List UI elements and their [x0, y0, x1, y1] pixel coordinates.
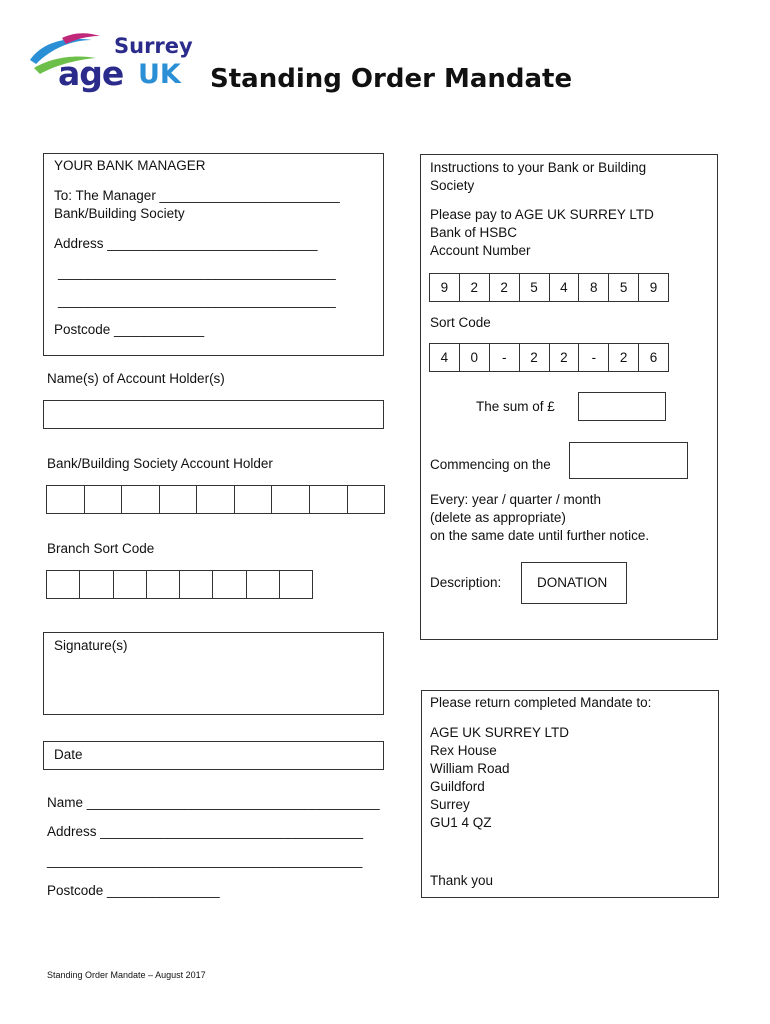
commencing-date-field[interactable] — [569, 442, 688, 479]
sort-code-cell[interactable] — [80, 571, 113, 598]
payee-sort-code-cell: 0 — [460, 344, 490, 371]
description-value: DONATION — [537, 575, 608, 590]
payee-account-digit: 9 — [430, 274, 460, 301]
sort-code-cell[interactable] — [180, 571, 213, 598]
sort-code-cell[interactable] — [213, 571, 246, 598]
pay-to-text: Please pay to AGE UK SURREY LTD Bank of HSBC Account Number — [430, 207, 654, 258]
account-number-cell[interactable] — [197, 486, 235, 513]
payee-sort-code-cell: 6 — [649, 350, 658, 365]
commencing-label: Commencing on the — [430, 457, 551, 472]
account-number-cell[interactable] — [47, 486, 85, 513]
account-number-cell[interactable] — [310, 486, 348, 513]
payee-account-digit: 5 — [609, 274, 639, 301]
society-account-holder-label: Bank/Building Society Account Holder — [47, 456, 273, 471]
footer-text: Standing Order Mandate – August 2017 — [47, 970, 206, 980]
payer-address-line-2[interactable]: __________________________________________ — [47, 853, 363, 868]
date-label: Date — [54, 747, 83, 762]
account-number-cells[interactable] — [46, 485, 385, 514]
account-number-cell[interactable] — [272, 486, 310, 513]
account-number-cell[interactable] — [348, 486, 385, 513]
return-heading: Please return completed Mandate to: — [430, 695, 652, 710]
manager-to-line[interactable]: To: The Manager ________________________ — [54, 188, 340, 203]
manager-address-line-3[interactable]: _____________________________________ — [58, 293, 336, 308]
payee-account-digit: 4 — [550, 274, 580, 301]
payee-sort-code-cell: 2 — [520, 344, 550, 371]
payee-account-digit: 2 — [490, 274, 520, 301]
payee-sort-code — [429, 343, 669, 372]
date-field[interactable] — [43, 741, 384, 770]
payee-sort-code-cell: 4 — [430, 344, 460, 371]
logo-surrey-text: Surrey — [114, 34, 193, 58]
payee-account-number — [429, 273, 669, 302]
branch-sort-code-label: Branch Sort Code — [47, 541, 155, 556]
account-holder-label: Name(s) of Account Holder(s) — [47, 371, 225, 386]
account-holder-field[interactable] — [43, 400, 384, 429]
sum-field[interactable] — [578, 392, 666, 421]
account-number-cell[interactable] — [235, 486, 273, 513]
bank-society-label: Bank/Building Society — [54, 206, 185, 221]
payee-sort-code-cell: 2 — [550, 344, 580, 371]
thank-you-text: Thank you — [430, 873, 494, 888]
sort-code-cell[interactable] — [147, 571, 180, 598]
payee-sort-code-cell: 2 — [609, 344, 639, 371]
payee-sort-code-cell: - — [579, 344, 609, 371]
payer-name-line[interactable]: Name _______________________________________ — [47, 795, 380, 810]
sum-label: The sum of £ — [476, 399, 555, 414]
logo — [22, 30, 197, 105]
branch-sort-code-cells[interactable] — [46, 570, 313, 599]
payee-account-digit: 9 — [649, 280, 658, 295]
sort-code-label: Sort Code — [430, 315, 491, 330]
description-label: Description: — [430, 575, 502, 590]
account-number-cell[interactable] — [85, 486, 123, 513]
signature-label: Signature(s) — [54, 638, 128, 653]
logo-uk-text: UK — [138, 59, 181, 90]
payer-address-line[interactable]: Address ___________________________________ — [47, 824, 364, 839]
payee-account-digit: 8 — [579, 274, 609, 301]
sort-code-cell[interactable] — [247, 571, 280, 598]
payee-sort-code-cell: - — [490, 344, 520, 371]
payee-account-digit: 5 — [520, 274, 550, 301]
page-title: Standing Order Mandate — [210, 64, 573, 94]
sort-code-cell[interactable] — [114, 571, 147, 598]
logo-age-text: age — [58, 54, 124, 93]
account-number-cell[interactable] — [160, 486, 198, 513]
manager-address-line[interactable]: Address ____________________________ — [54, 236, 318, 251]
sort-code-cell[interactable] — [47, 571, 80, 598]
instructions-heading: Instructions to your Bank or Building Society — [430, 160, 647, 193]
payer-postcode-line[interactable]: Postcode _______________ — [47, 883, 220, 898]
sort-code-cell[interactable] — [280, 571, 312, 598]
frequency-text[interactable]: Every: year / quarter / month (delete as appropriate) on the same date until further notice. — [430, 492, 650, 543]
account-number-cell[interactable] — [122, 486, 160, 513]
return-address: AGE UK SURREY LTD Rex House William Road Guildford Surrey GU1 4 QZ — [430, 725, 570, 830]
manager-postcode-line[interactable]: Postcode ____________ — [54, 322, 205, 337]
payee-account-digit: 2 — [460, 274, 490, 301]
bank-manager-heading: YOUR BANK MANAGER — [54, 158, 206, 173]
manager-address-line-2[interactable]: _____________________________________ — [58, 265, 336, 280]
